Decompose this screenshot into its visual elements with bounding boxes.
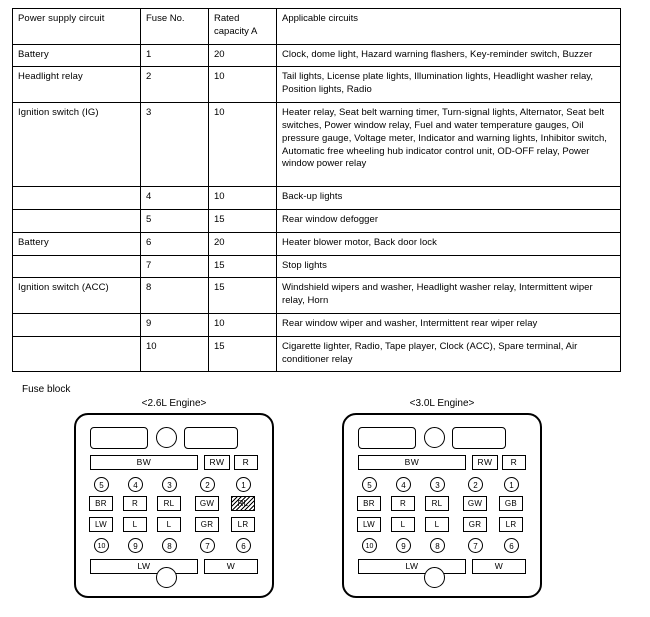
fuse-terminal-l-1: L — [123, 517, 147, 532]
fuse-number-3: 3 — [162, 477, 177, 492]
table-row — [13, 278, 621, 314]
column-header-fuse-no: Fuse No. — [141, 9, 209, 45]
cell-fuse-no: 8 — [141, 278, 209, 314]
fuse-number-2: 2 — [200, 477, 215, 492]
cell-rated-capacity: 15 — [209, 209, 277, 232]
fuse-block-outline — [342, 413, 542, 598]
fuse-number-7: 7 — [468, 538, 483, 553]
table-row — [13, 44, 621, 67]
fuse-terminal-br: BR — [357, 496, 381, 511]
fuse-terminal-l-2: L — [425, 517, 449, 532]
fuse-number-8: 8 — [430, 538, 445, 553]
fuse-terminal-gw: GW — [463, 496, 487, 511]
column-header-power-supply-circuit: Power supply circuit — [13, 9, 141, 45]
cell-fuse-no: 7 — [141, 255, 209, 278]
fuse-number-4: 4 — [396, 477, 411, 492]
busbar-lw-bottom: LW — [358, 559, 466, 574]
relay-slot-left — [90, 427, 148, 449]
column-header-rated-capacity: Rated capacity A — [209, 9, 277, 45]
table-row — [13, 336, 621, 372]
cell-applicable-circuits: Back-up lights — [277, 187, 621, 210]
fuse-terminal-l-1: L — [391, 517, 415, 532]
fuse-terminal-lr: LR — [231, 517, 255, 532]
table-row — [13, 187, 621, 210]
fuse-number-9: 9 — [396, 538, 411, 553]
fuse-number-6: 6 — [504, 538, 519, 553]
busbar-r: R — [502, 455, 526, 470]
fuse-number-9: 9 — [128, 538, 143, 553]
fuse-number-3: 3 — [430, 477, 445, 492]
fuse-terminal-rl-shaded: RL — [231, 496, 255, 511]
cell-applicable-circuits: Tail lights, License plate lights, Illumination lights, Headlight washer relay, Position lights, Radio — [277, 67, 621, 103]
fuse-terminal-br: BR — [89, 496, 113, 511]
cell-applicable-circuits: Rear window wiper and washer, Intermittent rear wiper relay — [277, 313, 621, 336]
cell-rated-capacity: 15 — [209, 336, 277, 372]
mounting-screw-top-icon — [424, 427, 445, 448]
fuse-table — [12, 8, 621, 372]
busbar-r: R — [234, 455, 258, 470]
busbar-w-bottom: W — [204, 559, 258, 574]
cell-rated-capacity: 15 — [209, 278, 277, 314]
cell-rated-capacity: 10 — [209, 67, 277, 103]
relay-slot-right — [452, 427, 506, 449]
busbar-lw-bottom: LW — [90, 559, 198, 574]
cell-rated-capacity: 10 — [209, 313, 277, 336]
fuse-terminal-l-2: L — [157, 517, 181, 532]
cell-fuse-no: 9 — [141, 313, 209, 336]
table-row — [13, 255, 621, 278]
diagram-3-0l-engine — [330, 398, 580, 598]
relay-slot-left — [358, 427, 416, 449]
fuse-number-5: 5 — [94, 477, 109, 492]
table-row — [13, 103, 621, 187]
fuse-terminal-rl: RL — [157, 496, 181, 511]
cell-power-supply-circuit: Battery — [13, 44, 141, 67]
fuse-terminal-lr: LR — [499, 517, 523, 532]
fuse-block-diagrams — [0, 398, 650, 613]
fuse-number-7: 7 — [200, 538, 215, 553]
busbar-rw: RW — [204, 455, 230, 470]
cell-fuse-no: 5 — [141, 209, 209, 232]
cell-power-supply-circuit: Ignition switch (IG) — [13, 103, 141, 187]
column-header-applicable-circuits: Applicable circuits — [277, 9, 621, 45]
relay-slot-right — [184, 427, 238, 449]
fuse-number-2: 2 — [468, 477, 483, 492]
fuse-number-6: 6 — [236, 538, 251, 553]
diagram-title: <2.6L Engine> — [141, 398, 207, 409]
cell-fuse-no: 4 — [141, 187, 209, 210]
cell-applicable-circuits: Windshield wipers and washer, Headlight washer relay, Intermittent wiper relay, Horn — [277, 278, 621, 314]
fuse-terminal-gr: GR — [195, 517, 219, 532]
busbar-bw: BW — [358, 455, 466, 470]
busbar-bw: BW — [90, 455, 198, 470]
fuse-terminal-r: R — [123, 496, 147, 511]
mounting-screw-bottom-icon — [156, 567, 177, 588]
fuse-number-8: 8 — [162, 538, 177, 553]
fuse-table-container — [12, 8, 620, 372]
cell-rated-capacity: 20 — [209, 232, 277, 255]
cell-power-supply-circuit: Headlight relay — [13, 67, 141, 103]
fuse-number-10: 10 — [94, 538, 109, 553]
mounting-screw-top-icon — [156, 427, 177, 448]
fuse-terminal-lw: LW — [89, 517, 113, 532]
fuse-number-5: 5 — [362, 477, 377, 492]
cell-power-supply-circuit — [13, 209, 141, 232]
fuse-number-4: 4 — [128, 477, 143, 492]
cell-applicable-circuits: Cigarette lighter, Radio, Tape player, Clock (ACC), Spare terminal, Air conditioner relay — [277, 336, 621, 372]
fuse-terminal-rl: RL — [425, 496, 449, 511]
cell-fuse-no: 6 — [141, 232, 209, 255]
cell-applicable-circuits: Heater blower motor, Back door lock — [277, 232, 621, 255]
cell-applicable-circuits: Clock, dome light, Hazard warning flashers, Key-reminder switch, Buzzer — [277, 44, 621, 67]
cell-fuse-no: 2 — [141, 67, 209, 103]
cell-power-supply-circuit — [13, 187, 141, 210]
table-row — [13, 313, 621, 336]
table-row — [13, 209, 621, 232]
fuse-terminal-gr: GR — [463, 517, 487, 532]
table-row — [13, 67, 621, 103]
fuse-terminal-lw: LW — [357, 517, 381, 532]
cell-rated-capacity: 10 — [209, 187, 277, 210]
cell-power-supply-circuit: Battery — [13, 232, 141, 255]
cell-power-supply-circuit — [13, 255, 141, 278]
cell-rated-capacity: 10 — [209, 103, 277, 187]
fuse-terminal-gb: GB — [499, 496, 523, 511]
busbar-w-bottom: W — [472, 559, 526, 574]
fuse-number-10: 10 — [362, 538, 377, 553]
cell-fuse-no: 10 — [141, 336, 209, 372]
cell-applicable-circuits: Rear window defogger — [277, 209, 621, 232]
mounting-screw-bottom-icon — [424, 567, 445, 588]
fuse-block-outline — [74, 413, 274, 598]
cell-fuse-no: 3 — [141, 103, 209, 187]
fuse-terminal-gw: GW — [195, 496, 219, 511]
cell-power-supply-circuit — [13, 313, 141, 336]
cell-power-supply-circuit — [13, 336, 141, 372]
figure-caption: Fuse block — [22, 384, 71, 395]
cell-applicable-circuits: Heater relay, Seat belt warning timer, Turn-signal lights, Alternator, Seat belt switches, Power window relay, Fuel and water temperature gauges, Oil pressure gauge, Voltage meter, Indicator and warning lights, Inhibitor switch, Automatic free wheeling hub indicator control unit, OD-OFF relay, Power window power relay — [277, 103, 621, 187]
fuse-terminal-r: R — [391, 496, 415, 511]
cell-fuse-no: 1 — [141, 44, 209, 67]
diagram-title: <3.0L Engine> — [409, 398, 475, 409]
table-header-row — [13, 9, 621, 45]
fuse-number-1: 1 — [504, 477, 519, 492]
cell-rated-capacity: 20 — [209, 44, 277, 67]
cell-power-supply-circuit: Ignition switch (ACC) — [13, 278, 141, 314]
cell-applicable-circuits: Stop lights — [277, 255, 621, 278]
diagram-2-6l-engine — [62, 398, 312, 598]
cell-rated-capacity: 15 — [209, 255, 277, 278]
table-row — [13, 232, 621, 255]
fuse-number-1: 1 — [236, 477, 251, 492]
busbar-rw: RW — [472, 455, 498, 470]
